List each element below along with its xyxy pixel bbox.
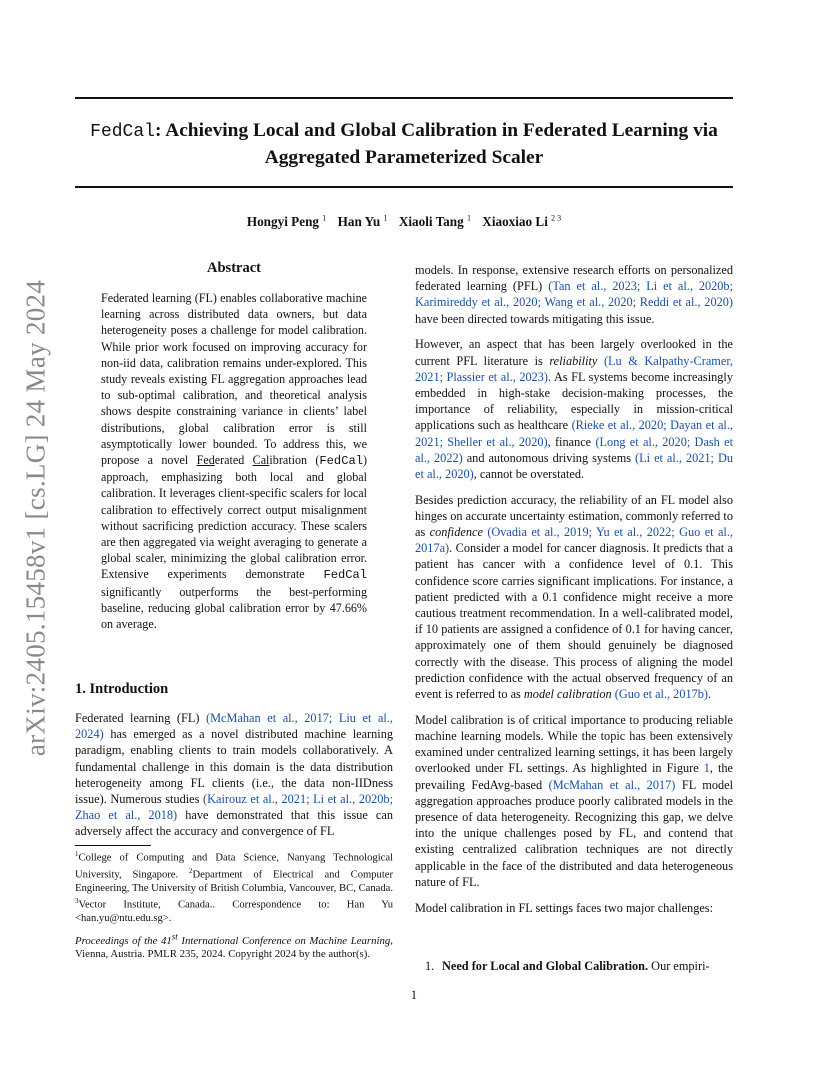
citation-link[interactable]: (McMahan et al., 2017): [548, 777, 676, 792]
footnote-rule: [75, 845, 151, 846]
method-name: FedCal: [90, 122, 155, 142]
citation-link[interactable]: (Lu & Kalpathy-Cramer, 2021; Plassier et al., 2023): [415, 353, 734, 384]
title-line-2: Aggregated Parameterized Scaler: [264, 147, 544, 168]
section-heading-introduction: 1. Introduction: [75, 681, 169, 697]
author: Xiaoxiao Li $^{2 3}$: [482, 214, 562, 230]
figure-link[interactable]: 1: [703, 761, 710, 776]
title-bottom-rule: [75, 186, 733, 188]
citation-link[interactable]: (Li et al., 2021; Du et al., 2020): [415, 450, 733, 481]
citation-link[interactable]: (Guo et al., 2017b): [614, 687, 709, 702]
citation-link[interactable]: (Kairouz et al., 2021; Li et al., 2020b; Zhao et al., 2018): [75, 792, 393, 823]
abstract-heading: Abstract: [207, 260, 261, 276]
citation-link[interactable]: (Tan et al., 2023; Li et al., 2020b; Karimireddy et al., 2020; Wang et al., 2020; Reddi et al., 2020): [415, 279, 733, 310]
paragraph: Besides prediction accuracy, the reliability of an FL model also hinges on accurate uncertainty estimation, commonly referred to as confidence (Ovadia et al., 2019; Yu et al., 2022; Guo et al., 2017a). Consider a model for cancer diagnosis. It predicts that a patient has cancer with a confidence level of 0.1. This confidence score carries significant implications. For instance, a patient predicted with a 0.1 confidence might receive a more cautious treatment recommendation. In a well-calibrated model, if 10 patients are assigned a confidence of 0.1 for having cancer, approximately one of them should genuinely be diagnosed correctly with the disease. This process of aligning the model prediction confidence with the actual observed frequency of an event is referred to as model calibration (Guo et al., 2017b).: [415, 492, 733, 702]
author-list: [75, 214, 733, 230]
paragraph: models. In response, extensive research efforts on personalized federated learning (PFL) (Tan et al., 2023; Li et al., 2020b; Karimireddy et al., 2020; Wang et al., 2020; Reddi et al., 2020) have been directed towards mitigating this issue.: [415, 263, 733, 326]
arxiv-identifier: arXiv:2405.15458v1 [cs.LG] 24 May 2024: [20, 279, 51, 756]
arxiv-stamp: [16, 280, 56, 755]
citation-link[interactable]: (Ovadia et al., 2019; Yu et al., 2022; Guo et al., 2017a): [415, 525, 733, 556]
right-column: [415, 262, 733, 925]
author: Xiaoli Tang $^1$: [398, 214, 471, 230]
intro-paragraph: Federated learning (FL) (McMahan et al., 2017; Liu et al., 2024) has emerged as a novel distributed machine learning paradigm, enabling clients to train models collaboratively. A fundamental challenge in this domain is the data distribution heterogeneity among FL clients (i.e., the data non-IIDness issue). Numerous studies (Kairouz et al., 2021; Li et al., 2020b; Zhao et al., 2018) have demonstrated that this issue can adversely affect the accuracy and convergence of FL: [75, 711, 393, 839]
title-top-rule: [75, 97, 733, 99]
title-line-1: : Achieving Local and Global Calibration in Federated Learning via: [154, 120, 718, 141]
paragraph: Model calibration in FL settings faces two major challenges:: [415, 900, 714, 915]
paragraph: However, an aspect that has been largely overlooked in the current PFL literature is reliability (Lu & Kalpathy-Cramer, 2021; Plassier et al., 2023). As FL systems become increasingly embedded in high-stake decision-making processes, the importance of reliability, especially in mission-critical applications such as healthcare (Rieke et al., 2020; Dayan et al., 2021; Sheller et al., 2020), finance (Long et al., 2020; Dash et al., 2022) and autonomous driving systems (Li et al., 2021; Du et al., 2020), cannot be overstated.: [415, 337, 734, 481]
author: Han Yu $^1$: [337, 214, 388, 230]
paragraph: Model calibration is of critical importance to producing reliable machine learning models. While the topic has been extensively examined under centralized learning settings, it has been largely overlooked under FL settings. As highlighted in Figure 1, the prevailing FedAvg-based (McMahan et al., 2017) FL model aggregation approaches produce poorly calibrated models in the presence of data heterogeneity. Recognizing this gap, we delve into the unique challenges posed by FL, and contend that existing centralized calibration techniques are not directly applicable in the face of the distributed and data heterogeneous nature of FL.: [415, 712, 734, 889]
abstract-body: Federated learning (FL) enables collaborative machine learning across distributed data owners, but data heterogeneity poses a challenge for model calibration. While prior work focused on improving accuracy for non-iid data, calibration remains under-explored. This study reveals existing FL aggregation approaches lead to sub-optimal calibration, and theoretical analysis shows despite constraining variance in clients’ label distributions, global calibration error is still asymptotically lower bounded. To address this, we propose a novel Federated Calibration (FedCal) approach, emphasizing both local and global calibration. It leverages client-specific scalers for local calibration to effectively correct output misalignment without sacrificing prediction accuracy. These scalers are then aggregated via weight averaging to generate a global scaler, minimizing the global calibration error. Extensive experiments demonstrate FedCal significantly outperforms the best-performing baseline, reducing global calibration error by 47.66% on average.: [101, 291, 367, 632]
proceedings-note: Proceedings of the 41st International Conference on Machine Learning, Vienna, Austria. PMLR 235, 2024. Copyright 2024 by the author(s).: [75, 931, 393, 961]
author: Hongyi Peng $^1$: [246, 214, 327, 230]
page-number: 1: [410, 988, 418, 1002]
citation-link[interactable]: (Rieke et al., 2020; Dayan et al., 2021; Sheller et al., 2020): [415, 418, 733, 449]
affiliation-footnotes: $^1$College of Computing and Data Science, Nanyang Technological University, Singapore. $^2$Department of Electrical and Computer Engineering, The University of British Columbia, Vancouver, BC, Canada. $^3$Vector Institute, Canada.. Correspondence to: Han Yu <han.yu@ntu.edu.sg>.: [75, 850, 393, 925]
challenge-list-item: 1. Need for Local and Global Calibration. Our empiri-: [425, 959, 710, 973]
paper-title: [75, 118, 733, 170]
citation-link[interactable]: (Long et al., 2020; Dash et al., 2022): [415, 434, 733, 465]
citation-link[interactable]: (McMahan et al., 2017; Liu et al., 2024): [75, 711, 393, 742]
